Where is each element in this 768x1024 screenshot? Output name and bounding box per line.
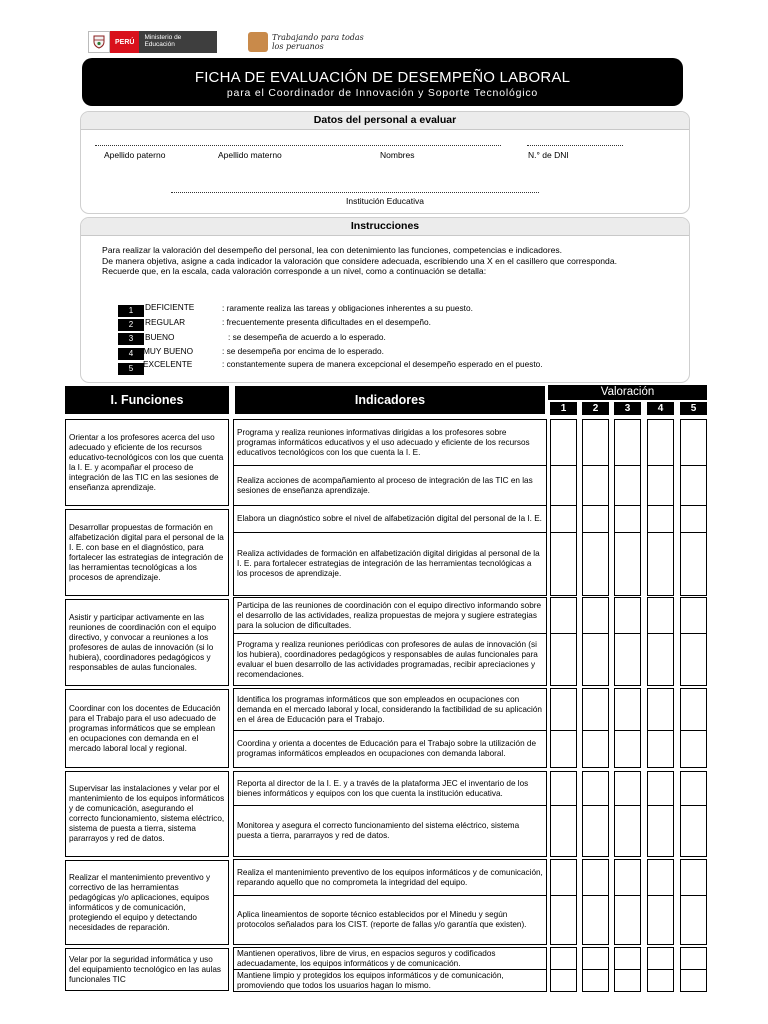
- valoracion-checkbox[interactable]: [680, 597, 707, 634]
- indicator-cell: Reporta al director de la I. E. y a través de la plataforma JEC el inventario de los bienes informáticos y equipos con los que cuenta la institución educativa.: [233, 771, 547, 806]
- valoracion-checkbox[interactable]: [614, 859, 641, 896]
- valoracion-checkbox[interactable]: [550, 969, 577, 992]
- valoracion-checkbox[interactable]: [582, 947, 609, 970]
- valoracion-checkbox[interactable]: [550, 895, 577, 945]
- scale-number: 4: [118, 348, 144, 360]
- indicator-cell: Realiza actividades de formación en alfabetización digital dirigidas al personal de la I. E. para fortalecer estrategias de integración de las herramientas tecnológicas a los procesos de aprendizaje.: [233, 532, 547, 596]
- indicator-cell: Mantienen operativos, libre de virus, en espacios seguros y codificados adecuadamente, los equipos informáticos y de comunicación.: [233, 947, 547, 970]
- valoracion-checkbox[interactable]: [582, 419, 609, 466]
- valoracion-checkbox[interactable]: [614, 771, 641, 806]
- valoracion-checkbox[interactable]: [614, 505, 641, 533]
- indicator-cell: Aplica lineamientos de soporte técnico establecidos por el Minedu y según protocolos señalados para los CIST. (reporte de fallas y/o garantía que existen).: [233, 895, 547, 945]
- valoracion-checkbox[interactable]: [680, 532, 707, 596]
- indicator-cell: Programa y realiza reuniones informativas dirigidas a los profesores sobre programas informáticos educativos y el uso adecuado y eficiente de los recursos educativos tecnológicos con los que cuenta la I. E.: [233, 419, 547, 466]
- scale-number: 1: [118, 305, 144, 317]
- personal-data-heading: Datos del personal a evaluar: [81, 112, 689, 130]
- instruction-line: Recuerde que, en la escala, cada valoración corresponde a un nivel, como a continuación se detalla:: [102, 266, 487, 276]
- valoracion-header: Valoración: [548, 385, 707, 400]
- valoracion-checkbox[interactable]: [614, 597, 641, 634]
- name-field-line[interactable]: [95, 145, 501, 146]
- scale-description: : raramente realiza las tareas y obligaciones inherentes a su puesto.: [222, 303, 473, 313]
- valoracion-number: 2: [582, 402, 609, 415]
- valoracion-checkbox[interactable]: [647, 730, 674, 768]
- valoracion-checkbox[interactable]: [647, 465, 674, 506]
- valoracion-checkbox[interactable]: [680, 771, 707, 806]
- scale-word: EXCELENTE: [143, 359, 193, 369]
- valoracion-checkbox[interactable]: [614, 633, 641, 686]
- valoracion-checkbox[interactable]: [582, 633, 609, 686]
- scale-word: BUENO: [145, 332, 175, 342]
- valoracion-checkbox[interactable]: [647, 895, 674, 945]
- page-subtitle: para el Coordinador de Innovación y Soporte Tecnológico: [226, 87, 539, 99]
- function-cell: Desarrollar propuestas de formación en alfabetización digital para el personal de la I. E. con base en el diagnóstico, para fortalecer las estrategias de integración de las herramientas tecnológicas a los procesos de aprendizaje.: [65, 509, 229, 596]
- valoracion-number: 4: [647, 402, 674, 415]
- field-label-dni: N.° de DNI: [528, 150, 569, 160]
- valoracion-checkbox[interactable]: [680, 969, 707, 992]
- valoracion-checkbox[interactable]: [647, 688, 674, 731]
- indicator-cell: Elabora un diagnóstico sobre el nivel de alfabetización digital del personal de la I. E.: [233, 505, 547, 533]
- valoracion-checkbox[interactable]: [647, 771, 674, 806]
- valoracion-checkbox[interactable]: [550, 805, 577, 857]
- institution-field-line[interactable]: [171, 192, 539, 193]
- valoracion-checkbox[interactable]: [582, 805, 609, 857]
- valoracion-checkbox[interactable]: [680, 859, 707, 896]
- valoracion-checkbox[interactable]: [582, 969, 609, 992]
- valoracion-checkbox[interactable]: [614, 805, 641, 857]
- valoracion-checkbox[interactable]: [582, 505, 609, 533]
- valoracion-checkbox[interactable]: [680, 633, 707, 686]
- valoracion-checkbox[interactable]: [550, 633, 577, 686]
- child-photo-icon: [248, 32, 268, 52]
- logo-slogan: Trabajando para todas los peruanos: [272, 33, 364, 51]
- field-label-nombres: Nombres: [380, 150, 415, 160]
- scale-word: MUY BUENO: [143, 346, 194, 356]
- valoracion-checkbox[interactable]: [550, 859, 577, 896]
- field-label-institucion: Institución Educativa: [346, 196, 424, 206]
- valoracion-checkbox[interactable]: [680, 895, 707, 945]
- indicators-header: Indicadores: [235, 386, 545, 414]
- function-cell: Velar por la seguridad informática y uso del equipamiento tecnológico en las aulas funcionales TIC: [65, 948, 229, 991]
- valoracion-checkbox[interactable]: [614, 730, 641, 768]
- valoracion-checkbox[interactable]: [614, 895, 641, 945]
- page-title: FICHA DE EVALUACIÓN DE DESEMPEÑO LABORAL: [194, 69, 571, 86]
- valoracion-checkbox[interactable]: [614, 969, 641, 992]
- minedu-logo: [88, 31, 217, 53]
- logo-country: PERÚ: [110, 31, 139, 53]
- valoracion-checkbox[interactable]: [550, 505, 577, 533]
- valoracion-checkbox[interactable]: [582, 895, 609, 945]
- scale-number: 5: [118, 363, 144, 375]
- valoracion-checkbox[interactable]: [582, 859, 609, 896]
- valoracion-checkbox[interactable]: [550, 688, 577, 731]
- valoracion-checkbox[interactable]: [680, 505, 707, 533]
- valoracion-checkbox[interactable]: [614, 465, 641, 506]
- indicator-cell: Coordina y orienta a docentes de Educación para el Trabajo sobre la utilización de programas informáticos empleados en ocupaciones con demanda laboral.: [233, 730, 547, 768]
- dni-field-line[interactable]: [527, 145, 623, 146]
- scale-description: : frecuentemente presenta dificultades en el desempeño.: [222, 317, 431, 327]
- indicator-cell: Realiza acciones de acompañamiento al proceso de integración de las TIC en las sesiones de enseñanza aprendizaje.: [233, 465, 547, 506]
- field-label-apellido-materno: Apellido materno: [218, 150, 282, 160]
- valoracion-checkbox[interactable]: [550, 419, 577, 466]
- valoracion-checkbox[interactable]: [582, 688, 609, 731]
- valoracion-checkbox[interactable]: [550, 730, 577, 768]
- valoracion-checkbox[interactable]: [647, 633, 674, 686]
- valoracion-checkbox[interactable]: [647, 532, 674, 596]
- valoracion-checkbox[interactable]: [614, 688, 641, 731]
- indicator-cell: Realiza el mantenimiento preventivo de los equipos informáticos y de comunicación, reparando aquello que no comprometa la integridad del equipo.: [233, 859, 547, 896]
- valoracion-checkbox[interactable]: [647, 805, 674, 857]
- valoracion-checkbox[interactable]: [680, 730, 707, 768]
- valoracion-checkbox[interactable]: [614, 419, 641, 466]
- valoracion-number: 3: [614, 402, 641, 415]
- valoracion-checkbox[interactable]: [680, 947, 707, 970]
- field-label-apellido-paterno: Apellido paterno: [104, 150, 166, 160]
- valoracion-checkbox[interactable]: [582, 730, 609, 768]
- valoracion-checkbox[interactable]: [680, 688, 707, 731]
- slogan-logo: [248, 32, 367, 52]
- valoracion-checkbox[interactable]: [550, 597, 577, 634]
- function-cell: Supervisar las instalaciones y velar por el mantenimiento de los equipos informáticos y de comunicación, asegurando el correcto funcionamiento, sistema eléctrico, sistema de puesta a tierra, sistema pararrayos y red de datos.: [65, 771, 229, 857]
- valoracion-checkbox[interactable]: [550, 947, 577, 970]
- scale-number: 2: [118, 319, 144, 331]
- function-cell: Coordinar con los docentes de Educación para el Trabajo para el uso adecuado de programas informáticos que se emplean en ocupaciones con demanda en el mercado laboral local y regional.: [65, 689, 229, 768]
- valoracion-checkbox[interactable]: [647, 505, 674, 533]
- valoracion-checkbox[interactable]: [550, 532, 577, 596]
- indicator-cell: Programa y realiza reuniones periódicas con profesores de aulas de innovación (si los hubiera), coordinadores pedagógicos y responsables de aulas funcionales para evaluar el buen desarrollo de las actividades programadas, recibir apreciaciones y recomendaciones.: [233, 633, 547, 686]
- valoracion-checkbox[interactable]: [582, 465, 609, 506]
- valoracion-checkbox[interactable]: [680, 805, 707, 857]
- valoracion-number: 5: [680, 402, 707, 415]
- valoracion-checkbox[interactable]: [582, 597, 609, 634]
- indicator-cell: Mantiene limpio y protegidos los equipos informáticos y de comunicación, promoviendo que todos los usuarios hagan lo mismo.: [233, 969, 547, 992]
- instructions-panel: [80, 217, 690, 383]
- valoracion-checkbox[interactable]: [614, 532, 641, 596]
- function-cell: Asistir y participar activamente en las reuniones de coordinación con el equipo directivo, y convocar a reuniones a los profesores de aulas de innovación (si lo hubiera), coordinadores pedagógicos y responsables de aulas funcionales.: [65, 599, 229, 686]
- valoracion-checkbox[interactable]: [680, 419, 707, 466]
- scale-word: DEFICIENTE: [145, 302, 195, 312]
- indicator-cell: Participa de las reuniones de coordinación con el equipo directivo informando sobre el desarrollo de las actividades, realiza propuestas de mejora y sugiere estrategias para la solucion de dificultades.: [233, 597, 547, 634]
- valoracion-checkbox[interactable]: [647, 947, 674, 970]
- scale-description: : se desempeña de acuerdo a lo esperado.: [228, 332, 386, 342]
- instructions-heading: Instrucciones: [81, 218, 689, 236]
- valoracion-checkbox[interactable]: [582, 771, 609, 806]
- valoracion-checkbox[interactable]: [582, 532, 609, 596]
- personal-data-panel: [80, 111, 690, 214]
- title-banner: [82, 58, 683, 106]
- valoracion-checkbox[interactable]: [647, 597, 674, 634]
- valoracion-checkbox[interactable]: [550, 771, 577, 806]
- valoracion-number: 1: [550, 402, 577, 415]
- valoracion-checkbox[interactable]: [647, 419, 674, 466]
- scale-description: : se desempeña por encima de lo esperado.: [222, 346, 384, 356]
- valoracion-checkbox[interactable]: [614, 947, 641, 970]
- valoracion-checkbox[interactable]: [647, 969, 674, 992]
- valoracion-checkbox[interactable]: [647, 859, 674, 896]
- function-cell: Orientar a los profesores acerca del uso adecuado y eficiente de los recursos educativo-tecnológicos con los que cuenta la I. E. y acompañar el proceso de integración de las TIC en las sesiones de enseñanza aprendizaje.: [65, 419, 229, 506]
- functions-header: I. Funciones: [65, 386, 229, 414]
- logo-ministry: Ministerio de Educación: [139, 31, 217, 53]
- valoracion-checkbox[interactable]: [550, 465, 577, 506]
- indicator-cell: Monitorea y asegura el correcto funcionamiento del sistema eléctrico, sistema puesta a tierra, pararrayos y red de datos.: [233, 805, 547, 857]
- indicator-cell: Identifica los programas informáticos que son empleados en ocupaciones con demanda en el mercado laboral y local, considerando la factibilidad de su aplicación en el área de Educación para el Trabajo.: [233, 688, 547, 731]
- scale-word: REGULAR: [145, 317, 186, 327]
- function-cell: Realizar el mantenimiento preventivo y correctivo de las herramientas pedagógicas y/o aplicaciones, equipos informáticos y de comunicación, protegiendo el equipo y detectando necesidades de reparación.: [65, 860, 229, 945]
- valoracion-checkbox[interactable]: [680, 465, 707, 506]
- instruction-line: Para realizar la valoración del desempeño del personal, lea con detenimiento las funciones, competencias e indicadores.: [102, 245, 563, 255]
- instruction-line: De manera objetiva, asigne a cada indicador la valoración que considere adecuada, escribiendo una X en el casillero que corresponda.: [102, 256, 617, 266]
- scale-description: : constantemente supera de manera excepcional el desempeño esperado en el puesto.: [222, 359, 543, 369]
- coat-of-arms-icon: [88, 31, 110, 53]
- scale-number: 3: [118, 333, 144, 345]
